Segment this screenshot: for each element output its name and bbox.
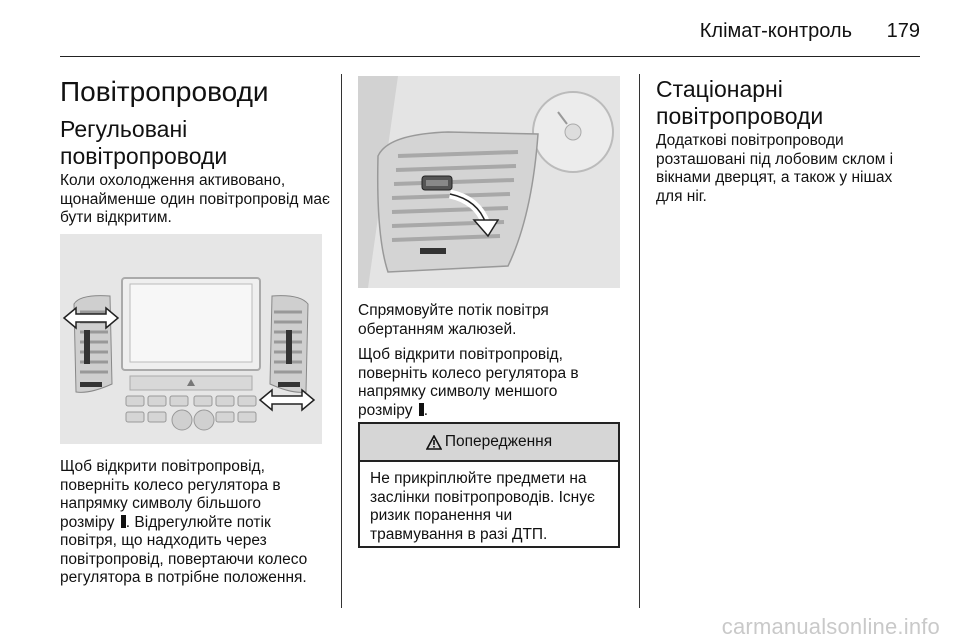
close-vent-instructions	[358, 346, 620, 420]
text-line: Щоб відкрити повітропровід,	[358, 346, 563, 363]
warning-heading: Попередження	[444, 433, 553, 450]
column-divider-right	[639, 74, 640, 608]
warning-triangle-icon	[426, 435, 442, 450]
fixed-vents-text: Додаткові повітропроводи розташовані під лобовим склом і вікнами дверцят, а також у нішах для ніг.	[656, 132, 894, 205]
subheading-adjustable: Регульовані повітропроводи	[60, 116, 228, 169]
open-vent-instructions	[60, 458, 335, 588]
text-line: повітропровід, повертаючи колесо	[60, 550, 308, 568]
header-divider	[60, 56, 920, 57]
text-fragment: розміру	[60, 513, 115, 531]
text-line: повітря, що надходить через	[60, 532, 267, 549]
watermark: carmanualsonline.info	[721, 614, 940, 639]
main-heading: Повітропроводи	[60, 76, 269, 107]
intro-paragraph: Коли охолодження активовано, щонайменше один повітропровід має бути відкритим.	[60, 172, 330, 226]
text-line-with-symbol: розміру . Відрегулюйте потік	[60, 513, 271, 531]
text-fragment: розміру	[358, 401, 413, 419]
warning-header	[360, 424, 618, 462]
text-line: регулятора в потрібне положення.	[60, 569, 307, 586]
text-line: напрямку символу більшого	[60, 495, 262, 512]
warning-box	[358, 422, 620, 548]
text-line-with-symbol: розміру .	[358, 401, 429, 419]
text-line: поверніть колесо регулятора в	[60, 476, 281, 494]
warning-text: Не прикріплюйте предмети на заслінки повітропроводів. Існує ризик поранення чи травмування в разі ДТП.	[370, 470, 595, 543]
direct-airflow-text: Спрямовуйте потік повітря обертанням жалюзей.	[358, 302, 549, 338]
page-number: 179	[886, 20, 920, 42]
text-line: Щоб відкрити повітропровід,	[60, 458, 265, 475]
fixed-vents-heading: Стаціонарні повітропроводи	[656, 76, 824, 129]
small-symbol-icon	[419, 403, 424, 416]
dashboard-figure	[60, 234, 322, 444]
column-divider-left	[341, 74, 342, 608]
large-symbol-icon	[121, 515, 126, 528]
section-title: Клімат-контроль	[699, 20, 852, 42]
side-vent-closeup-illustration	[358, 76, 620, 288]
text-line: поверніть колесо регулятора в	[358, 364, 579, 382]
text-line: напрямку символу меншого	[358, 383, 558, 400]
vent-closeup-figure	[358, 76, 620, 288]
dashboard-vents-illustration	[60, 234, 322, 444]
text-fragment: Відрегулюйте потік	[134, 513, 271, 531]
